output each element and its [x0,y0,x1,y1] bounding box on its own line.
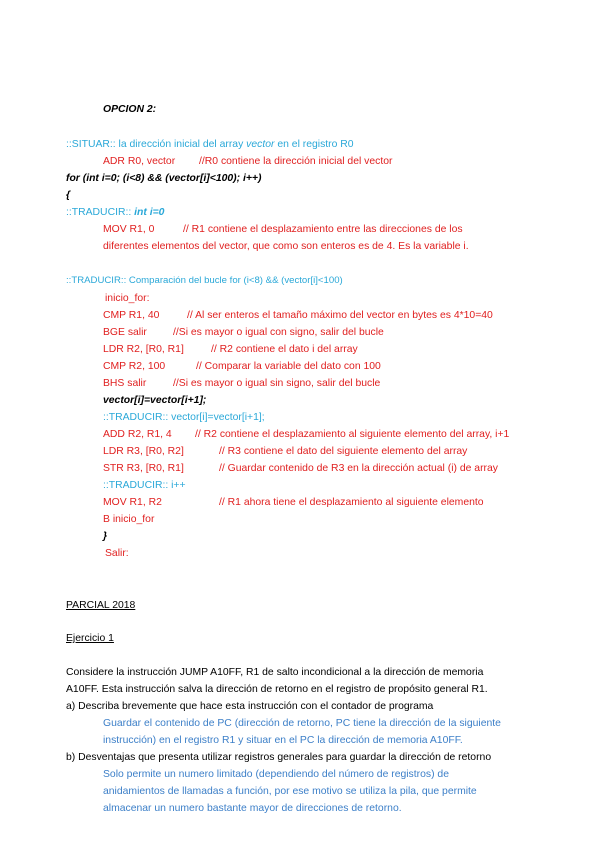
page-title: OPCION 2: [103,104,157,115]
cmp2-instr: CMP R2, 100 [103,361,166,372]
bhs-line [103,377,381,390]
str-line [103,462,498,475]
situar-line [66,138,354,151]
ldr1-line [103,343,358,356]
add-instr: ADD R2, R1, 4 [103,429,172,440]
ldr1-instr: LDR R2, [R0, R1] [103,344,184,355]
add-line [103,428,510,441]
bge-line [103,326,384,339]
loop-label: inicio_for: [105,293,150,304]
answer-a-line-1: Guardar el contenido de PC (dirección de retorno, PC tiene la dirección de la siguiente [103,718,501,729]
mov1-comment-cont: diferentes elementos del vector, que como son enteros es de 4. Es la variable i. [103,241,469,252]
answer-a-line-2: instrucción) en el registro R1 y situar en el PC la dirección de memoria A10FF. [103,735,463,746]
close-brace: } [103,531,108,542]
adr-line [103,155,393,168]
cmp1-comment: // Al ser enteros el tamaño máximo del vector en bytes es 4*10=40 [187,310,493,321]
situar-suffix: en el registro R0 [274,139,354,150]
traducir-1 [66,206,164,219]
situar-var: vector [246,139,275,150]
statement-line-1: Considere la instrucción JUMP A10FF, R1 de salto incondicional a la dirección de memoria [66,667,484,678]
str-comment: // Guardar contenido de R3 en la dirección actual (i) de array [219,463,498,474]
bge-instr: BGE salir [103,327,147,338]
traducir-4: ::TRADUCIR:: i++ [103,480,186,491]
salir-label: Salir: [105,548,129,559]
str-instr: STR R3, [R0, R1] [103,463,184,474]
traducir-2: ::TRADUCIR:: Comparación del bucle for (i<8) && (vector[i]<100) [66,275,343,286]
answer-b-line-2: anidamientos de llamadas a función, por ese motivo se utiliza la pila, que permite [103,786,477,797]
answer-b-line-1: Solo permite un numero limitado (dependiendo del número de registros) de [103,769,449,780]
bhs-instr: BHS salir [103,378,147,389]
cmp1-instr: CMP R1, 40 [103,310,160,321]
mov1-line [103,223,463,236]
traducir-3: ::TRADUCIR:: vector[i]=vector[i+1]; [103,412,265,423]
mov2-line [103,496,484,509]
adr-instr: ADR R0, vector [103,156,176,167]
bge-comment: //Si es mayor o igual con signo, salir del bucle [173,327,384,338]
mov1-comment: // R1 contiene el desplazamiento entre las direcciones de los [183,224,463,235]
adr-comment: //R0 contiene la dirección inicial del vector [199,156,393,167]
add-comment: // R2 contiene el desplazamiento al siguiente elemento del array, i+1 [195,429,510,440]
bhs-comment: //Si es mayor o igual sin signo, salir del bucle [173,378,381,389]
for-line: for (int i=0; (i<8) && (vector[i]<100); i++) [66,173,262,184]
answer-b-line-3: almacenar un numero bastante mayor de direcciones de retorno. [103,803,402,814]
ldr2-comment: // R3 contiene el dato del siguiente elemento del array [219,446,468,457]
question-a: a) Describa brevemente que hace esta instrucción con el contador de programa [66,701,434,712]
mov2-instr: MOV R1, R2 [103,497,162,508]
section-heading: PARCIAL 2018 [66,600,136,611]
statement-line-2: A10FF. Esta instrucción salva la dirección de retorno en el registro de propósito general R1. [66,684,488,695]
open-brace: { [66,190,71,201]
ldr1-comment: // R2 contiene el dato i del array [211,344,358,355]
question-b: b) Desventajas que presenta utilizar registros generales para guardar la dirección de retorno [66,752,492,763]
mov1-instr: MOV R1, 0 [103,224,155,235]
assign-line: vector[i]=vector[i+1]; [103,395,207,406]
traducir-1-code: int i=0 [134,207,165,218]
mov2-comment: // R1 ahora tiene el desplazamiento al siguiente elemento [219,497,484,508]
cmp2-line [103,360,381,373]
b-line: B inicio_for [103,514,155,525]
traducir-1-prefix: ::TRADUCIR:: [66,207,135,218]
cmp2-comment: // Comparar la variable del dato con 100 [196,361,381,372]
ldr2-instr: LDR R3, [R0, R2] [103,446,184,457]
cmp1-line [103,309,493,322]
situar-prefix: ::SITUAR:: la dirección inicial del array [66,139,247,150]
exercise-heading: Ejercicio 1 [66,633,114,644]
ldr2-line [103,445,468,458]
